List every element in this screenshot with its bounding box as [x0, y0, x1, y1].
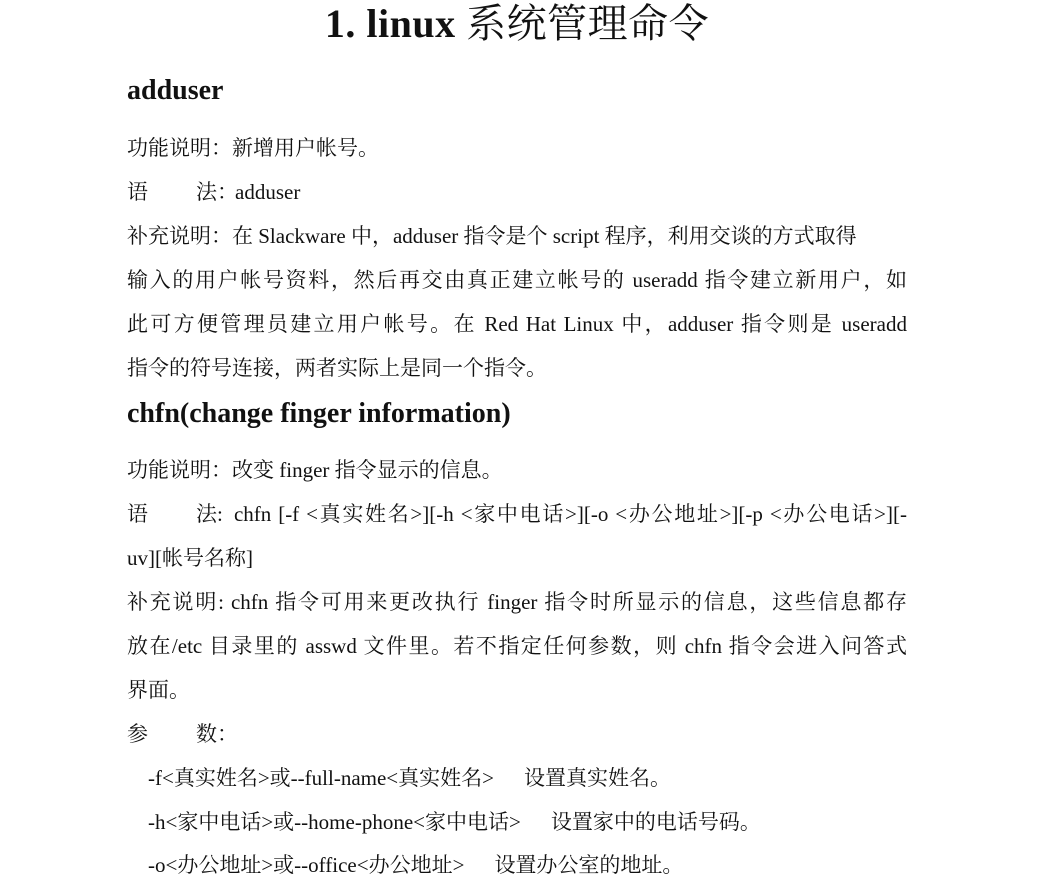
param-desc: 设置家中的电话号码。 — [550, 810, 761, 834]
adduser-extra-line-4: 指令的符号连接，两者实际上是同一个指令。 — [127, 356, 547, 380]
function-label: 功能说明： — [127, 458, 232, 482]
param-option: -o<办公地址>或--office<办公地址> — [148, 853, 465, 877]
params-label: 参 数： — [127, 722, 238, 746]
chfn-extra-line-3: 界面。 — [127, 678, 190, 702]
function-text: 改变 finger 指令显示的信息。 — [232, 458, 503, 482]
function-text: 新增用户帐号。 — [232, 136, 379, 160]
chfn-params-label — [127, 712, 907, 756]
adduser-extra-line-3: 此可方便管理员建立用户帐号。在 Red Hat Linux 中，adduser 指令则是 useradd — [127, 312, 907, 336]
title-number: 1. — [324, 1, 356, 46]
chfn-syntax-line-2: uv][帐号名称] — [127, 546, 253, 570]
syntax-text: adduser — [235, 180, 301, 204]
syntax-text: chfn [-f <真实姓名>][-h <家中电话>][-o <办公地址>][-p <办公电话>][- — [227, 502, 907, 526]
param-option: -f<真实姓名>或--full-name<真实姓名> — [148, 766, 494, 790]
adduser-syntax — [127, 170, 907, 214]
param-item — [148, 800, 761, 844]
syntax-label: 语 法: — [127, 502, 223, 526]
syntax-label: 语 法： — [127, 180, 238, 204]
section-heading-adduser: adduser — [127, 75, 224, 106]
param-item — [148, 756, 671, 800]
section-heading-chfn: chfn(change finger information) — [127, 398, 511, 429]
page-title — [0, 1, 1034, 46]
function-label: 功能说明： — [127, 136, 232, 160]
adduser-extra-line-1: 补充说明：在 Slackware 中，adduser 指令是个 script 程序，利用交谈的方式取得 — [127, 224, 857, 248]
chfn-extra-line-2: 放在/etc 目录里的 asswd 文件里。若不指定任何参数，则 chfn 指令会进入问答式 — [127, 634, 907, 658]
adduser-function — [127, 126, 907, 170]
param-desc: 设置真实姓名。 — [523, 766, 671, 790]
title-chinese: 系统管理命令 — [466, 1, 710, 46]
param-option: -h<家中电话>或--home-phone<家中电话> — [148, 810, 521, 834]
title-latin: linux — [366, 1, 456, 46]
chfn-extra-line-1: 补充说明: chfn 指令可用来更改执行 finger 指令时所显示的信息，这些信息都存 — [127, 590, 907, 614]
extra-label: 补充说明: — [127, 590, 224, 614]
chfn-syntax-line-1 — [127, 492, 907, 536]
param-item — [148, 843, 683, 887]
adduser-extra-line-2: 输入的用户帐号资料，然后再交由真正建立帐号的 useradd 指令建立新用户，如 — [127, 268, 907, 292]
param-desc: 设置办公室的地址。 — [494, 853, 684, 877]
chfn-function — [127, 448, 907, 492]
extra-label: 补充说明： — [127, 224, 232, 248]
